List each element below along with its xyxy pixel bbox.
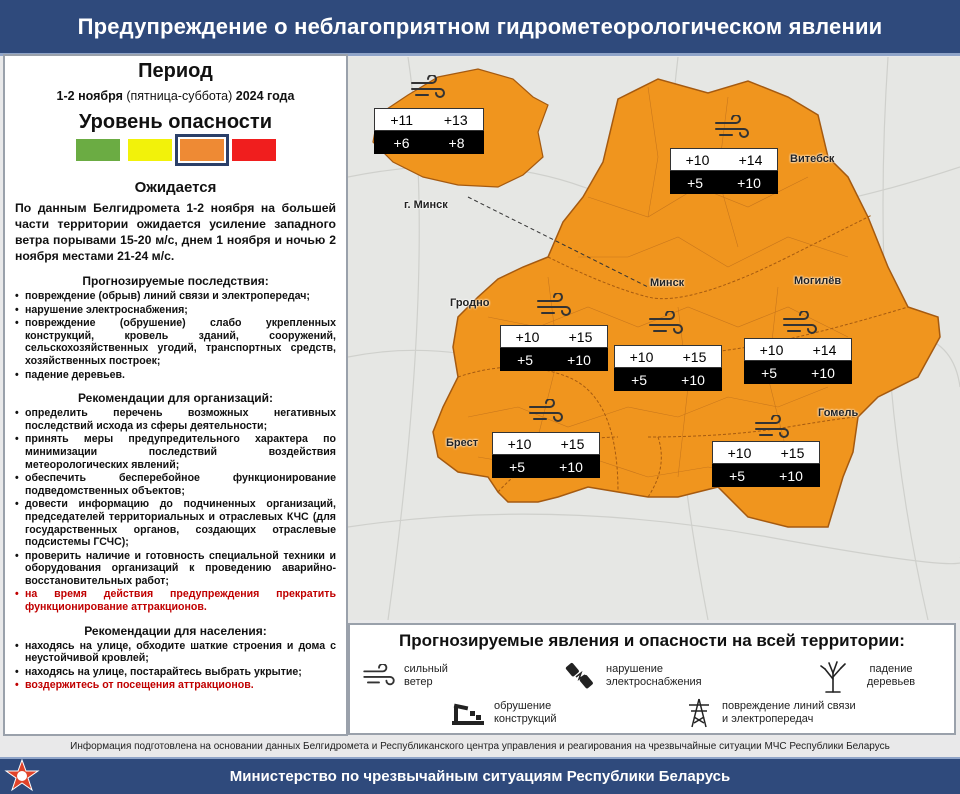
source-footnote: Информация подготовлена на основании данных Белгидромета и Республиканского центра управления и реагирования на чрезвычайные ситуации МЧС Республики Беларусь — [70, 741, 890, 752]
night-min: +5 — [687, 174, 704, 191]
day-min: +11 — [390, 111, 414, 128]
day-max: +15 — [560, 435, 585, 452]
city-label-vitebsk: Витебск — [790, 153, 835, 165]
day-max: +15 — [568, 328, 593, 345]
legend-item-power — [564, 661, 726, 691]
night-max: +10 — [811, 364, 835, 381]
wind-icon — [648, 311, 684, 337]
danger-level-yellow — [128, 139, 172, 161]
night-min: +5 — [761, 364, 778, 381]
period-year: 2024 года — [235, 89, 295, 103]
list-item: • повреждение (обрушение) слабо укрепленных конструкций, кровель зданий, сооружений, сельскохозяйственных угодий, транспортных средств, хозяйственных построек; — [15, 317, 336, 367]
forecast-box-mogilev — [744, 338, 852, 384]
power-line-icon — [684, 697, 714, 729]
forecast-night-temps — [614, 368, 722, 391]
night-min: +6 — [393, 134, 410, 151]
list-item-warning: • воздержитесь от посещения аттракционов. — [15, 679, 336, 692]
forecast-day-temps — [744, 338, 852, 361]
night-max: +8 — [448, 134, 465, 151]
mchs-emblem-icon — [4, 759, 40, 793]
period-dates — [5, 89, 346, 103]
collapse-icon — [450, 699, 486, 727]
info-panel — [3, 54, 348, 736]
consequences-list — [5, 288, 346, 381]
night-min: +5 — [631, 371, 648, 388]
legend-item-tree — [818, 659, 926, 693]
belarus-map — [348, 57, 960, 620]
forecast-night-temps — [744, 361, 852, 384]
day-min: +10 — [515, 328, 540, 345]
forecast-day-temps — [374, 108, 484, 131]
danger-level-green — [76, 139, 120, 161]
day-min: +10 — [727, 444, 752, 461]
list-item: • принять меры предупредительного характера по минимизации последствий воздействия метеорологических явлений; — [15, 433, 336, 471]
wind-icon — [362, 664, 396, 688]
list-item: • довести информацию до подчиненных организаций, председателей территориальных и отраслевых КЧС (для государственных органов, создающих отраслевые подсистемы ГСЧС); — [15, 498, 336, 548]
legend-item-wind — [362, 663, 464, 689]
legend-label: нарушение электроснабжения — [606, 663, 702, 688]
city-label-minsk-city: г. Минск — [404, 199, 448, 211]
expected-text: По данным Белгидромета 1-2 ноября на большей части территории ожидается усиление западного ветра порывами 15-20 м/с, днем 1 ноября и ночью 2 ноября местами 21-24 м/с. — [15, 201, 336, 263]
city-label-grodno: Гродно — [450, 297, 490, 309]
expected-title: Ожидается — [134, 179, 217, 196]
wind-icon — [714, 115, 750, 141]
list-item: • обеспечить бесперебойное функционирование подведомственных объектов; — [15, 472, 336, 497]
legend-item-collapse — [450, 699, 566, 727]
night-max: +10 — [779, 467, 803, 484]
forecast-box-vitebsk — [670, 148, 778, 194]
day-min: +10 — [507, 435, 532, 452]
ministry-name: Министерство по чрезвычайным ситуациям Республики Беларусь — [229, 768, 731, 785]
forecast-day-temps — [712, 441, 820, 464]
power-disruption-icon — [564, 661, 598, 691]
falling-tree-icon — [818, 659, 848, 693]
org-recommendations-list — [5, 405, 346, 614]
period-dates-weekdays: (пятница-суббота) — [126, 89, 233, 103]
forecast-night-temps — [374, 131, 484, 154]
danger-level-red — [232, 139, 276, 161]
forecast-night-temps — [712, 464, 820, 487]
forecast-box-minsk-city — [374, 108, 484, 154]
day-max: +15 — [780, 444, 805, 461]
period-dates-range: 1-2 ноября — [56, 89, 123, 103]
night-min: +5 — [729, 467, 746, 484]
night-min: +5 — [517, 351, 534, 368]
day-max: +14 — [812, 341, 837, 358]
list-item: • падение деревьев. — [15, 369, 336, 382]
legend-label: повреждение линий связи и электропередач — [722, 700, 856, 725]
forecast-box-minsk-region — [614, 345, 722, 391]
danger-level-orange — [180, 139, 224, 161]
forecast-box-gomel — [712, 441, 820, 487]
day-min: +10 — [685, 151, 710, 168]
forecast-box-brest — [492, 432, 600, 478]
danger-level-scale — [5, 139, 346, 161]
legend-label: падение деревьев — [866, 663, 916, 688]
wind-icon — [528, 399, 564, 425]
day-max: +13 — [443, 111, 468, 128]
night-max: +10 — [681, 371, 705, 388]
period-title: Период — [138, 60, 213, 82]
day-min: +10 — [629, 348, 654, 365]
city-label-gomel: Гомель — [818, 407, 859, 419]
legend-panel — [348, 623, 956, 735]
legend-item-lines — [684, 697, 862, 729]
forecast-night-temps — [500, 348, 608, 371]
night-max: +10 — [567, 351, 591, 368]
page-footer — [0, 757, 960, 794]
city-label-brest: Брест — [446, 437, 479, 449]
wind-icon — [782, 311, 818, 337]
list-item: • определить перечень возможных негативных последствий исхода из сферы деятельности; — [15, 407, 336, 432]
city-label-mogilev: Могилёв — [794, 275, 842, 287]
danger-level-title: Уровень опасности — [79, 111, 272, 133]
page-title: Предупреждение о неблагоприятном гидрометеорологическом явлении — [77, 13, 883, 39]
day-max: +14 — [738, 151, 763, 168]
city-label-minsk: Минск — [650, 277, 685, 289]
population-recommendations-list — [5, 638, 346, 692]
legend-label: сильный ветер — [404, 663, 448, 688]
forecast-night-temps — [670, 171, 778, 194]
list-item: • находясь на улице, постарайтесь выбрать укрытие; — [15, 666, 336, 679]
forecast-night-temps — [492, 455, 600, 478]
forecast-day-temps — [500, 325, 608, 348]
list-item: • находясь на улице, обходите шаткие строения и дома с неустойчивой кровлей; — [15, 640, 336, 665]
forecast-day-temps — [670, 148, 778, 171]
night-min: +5 — [509, 458, 526, 475]
forecast-day-temps — [492, 432, 600, 455]
list-item: • повреждение (обрыв) линий связи и электропередач; — [15, 290, 336, 303]
forecast-day-temps — [614, 345, 722, 368]
day-max: +15 — [682, 348, 707, 365]
wind-icon — [536, 293, 572, 319]
page-header — [0, 0, 960, 56]
list-item: • проверить наличие и готовность специальной техники и оборудования организаций к проведению аварийно-восстановительных работ; — [15, 550, 336, 588]
forecast-box-grodno — [500, 325, 608, 371]
wind-icon — [754, 415, 790, 441]
org-recommendations-title: Рекомендации для организаций: — [77, 391, 274, 406]
list-item-warning: • на время действия предупреждения прекратить функционирование аттракционов. — [15, 588, 336, 613]
legend-title: Прогнозируемые явления и опасности на всей территории: — [399, 631, 905, 650]
legend-label: обрушение конструкций — [494, 700, 557, 725]
list-item: • нарушение электроснабжения; — [15, 304, 336, 317]
population-recommendations-title: Рекомендации для населения: — [84, 623, 267, 638]
night-max: +10 — [559, 458, 583, 475]
wind-icon — [410, 75, 446, 101]
day-min: +10 — [759, 341, 784, 358]
night-max: +10 — [737, 174, 761, 191]
consequences-title: Прогнозируемые последствия: — [82, 274, 269, 288]
